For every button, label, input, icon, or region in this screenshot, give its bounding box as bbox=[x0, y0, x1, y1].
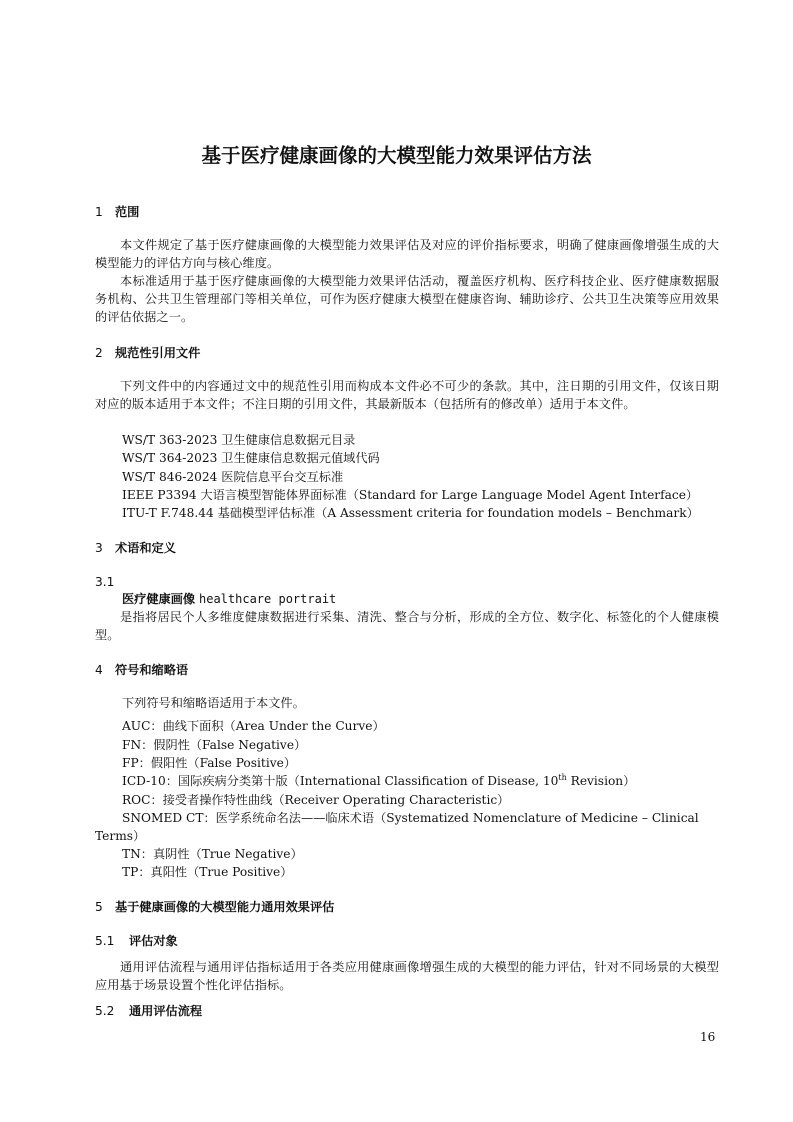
section-number: 5.1 bbox=[95, 934, 115, 948]
term-heading bbox=[122, 590, 336, 608]
term-english: healthcare portrait bbox=[199, 592, 337, 606]
section-2-heading bbox=[95, 344, 719, 362]
abbreviation-item-icd10 bbox=[122, 772, 722, 790]
abbreviation-item: SNOMED CT：医学系统命名法——临床术语（Systematized Nomenclature of Medicine – Clinical Terms） bbox=[95, 811, 699, 843]
abbreviations-intro: 下列符号和缩略语适用于本文件。 bbox=[122, 696, 305, 710]
section-3-heading bbox=[95, 539, 719, 557]
section-title: 通用评估流程 bbox=[129, 1004, 203, 1018]
reference-item: WS/T 846-2024 医院信息平台交互标准 bbox=[122, 470, 344, 484]
section-title: 范围 bbox=[115, 205, 140, 219]
section-number: 5.2 bbox=[95, 1004, 115, 1018]
abbreviation-item: TP：真阳性（True Positive） bbox=[122, 865, 293, 879]
section-1-heading bbox=[95, 203, 719, 221]
term-chinese: 医疗健康画像 bbox=[122, 592, 196, 606]
term-definition: 是指将居民个人多维度健康数据进行采集、清洗、整合与分析，形成的全方位、数字化、标签化的个人健康模型。 bbox=[95, 610, 719, 642]
ordinal-superscript: th bbox=[558, 772, 567, 782]
abbreviation-item: ROC：接受者操作特性曲线（Receiver Operating Characteristic） bbox=[122, 793, 510, 807]
scope-paragraph-1: 本文件规定了基于医疗健康画像的大模型能力效果评估及对应的评价指标要求，明确了健康画像增强生成的大模型能力的评估方向与核心维度。 bbox=[95, 238, 719, 270]
document-title: 基于医疗健康画像的大模型能力效果评估方法 bbox=[201, 144, 592, 167]
evaluation-object-paragraph: 通用评估流程与通用评估指标适用于各类应用健康画像增强生成的大模型的能力评估，针对不同场景的大模型应用基于场景设置个性化评估指标。 bbox=[95, 960, 719, 992]
page-number: 16 bbox=[700, 1030, 716, 1044]
abbreviation-tail: Revision） bbox=[566, 774, 636, 788]
section-5-2-heading bbox=[95, 1002, 719, 1020]
reference-item: WS/T 363-2023 卫生健康信息数据元目录 bbox=[122, 433, 356, 447]
scope-paragraph-2: 本标准适用于基于医疗健康画像的大模型能力效果评估活动，覆盖医疗机构、医疗科技企业、医疗健康数据服务机构、公共卫生管理部门等相关单位，可作为医疗健康大模型在健康咨询、辅助诊疗、公共卫生决策等应用效果的评估依据之一。 bbox=[95, 274, 719, 324]
section-number: 3 bbox=[95, 541, 103, 555]
section-title: 术语和定义 bbox=[115, 541, 176, 555]
reference-item: WS/T 364-2023 卫生健康信息数据元值域代码 bbox=[122, 451, 380, 465]
section-title: 评估对象 bbox=[129, 934, 178, 948]
section-number: 5 bbox=[95, 900, 103, 914]
abbreviation-item: FN：假阴性（False Negative） bbox=[122, 738, 307, 752]
abbreviation-item: FP：假阳性（False Positive） bbox=[122, 756, 297, 770]
section-5-1-heading bbox=[95, 932, 719, 950]
section-4-heading bbox=[95, 661, 719, 679]
section-title: 规范性引用文件 bbox=[115, 346, 201, 360]
abbreviation-item: AUC：曲线下面积（Area Under the Curve） bbox=[122, 719, 385, 733]
section-5-heading bbox=[95, 898, 719, 916]
abbreviation-item: TN：真阴性（True Negative） bbox=[122, 847, 303, 861]
term-number: 3.1 bbox=[95, 575, 115, 589]
section-number: 4 bbox=[95, 663, 103, 677]
reference-item: ITU-T F.748.44 基础模型评估标准（A Assessment criteria for foundation models – Benchmark） bbox=[122, 506, 699, 520]
abbreviation-text: ICD-10：国际疾病分类第十版（International Classification of Disease, 10 bbox=[122, 774, 559, 788]
reference-item: IEEE P3394 大语言模型智能体界面标准（Standard for Large Language Model Agent Interface） bbox=[122, 488, 699, 502]
section-number: 1 bbox=[95, 205, 103, 219]
section-number: 2 bbox=[95, 346, 103, 360]
section-title: 符号和缩略语 bbox=[115, 663, 189, 677]
section-title: 基于健康画像的大模型能力通用效果评估 bbox=[115, 900, 335, 914]
references-intro: 下列文件中的内容通过文中的规范性引用而构成本文件必不可少的条款。其中，注日期的引用文件，仅该日期对应的版本适用于本文件；不注日期的引用文件，其最新版本（包括所有的修改单）适用于本文件。 bbox=[95, 379, 719, 411]
